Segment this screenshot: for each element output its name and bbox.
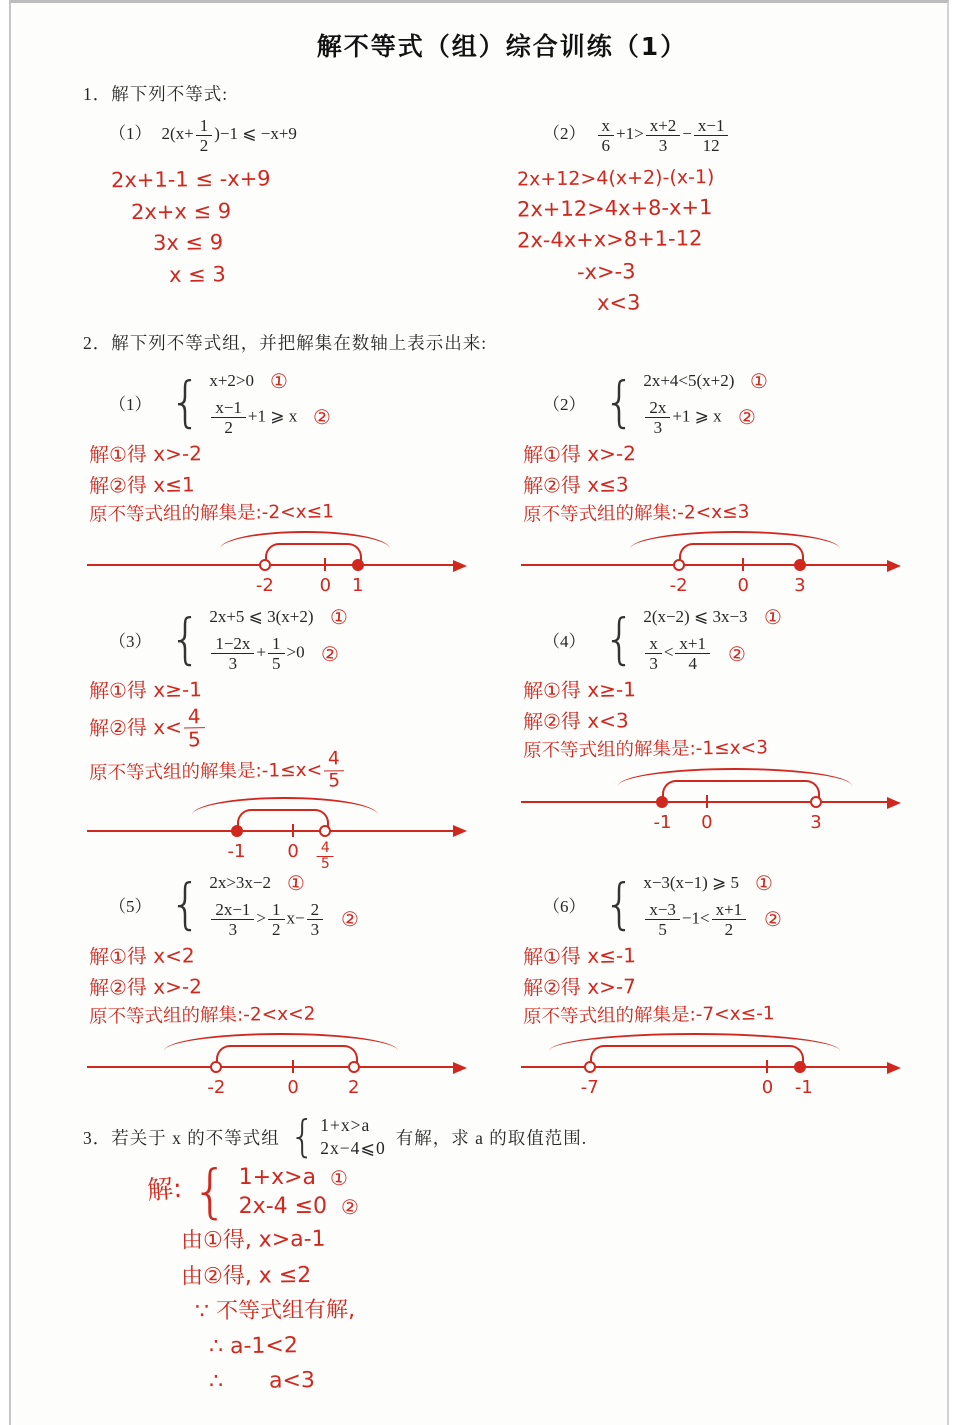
hand-step: ∴ a-1<2 bbox=[208, 1333, 299, 1360]
solution-line-2: 解②得 x≤1 bbox=[88, 471, 195, 498]
hand-step: 由①得, x>a-1 bbox=[180, 1227, 326, 1254]
solution-line-1: 解①得 x<2 bbox=[88, 942, 195, 969]
zero-tick bbox=[706, 795, 708, 808]
printed-system-2-4 bbox=[543, 605, 921, 673]
handwritten-steps-1-2 bbox=[517, 163, 921, 318]
number-line-bracket bbox=[590, 1045, 804, 1067]
item-number: （2） bbox=[543, 395, 586, 415]
solution-set-line: 原不等式组的解集是:-1≤x<3 bbox=[522, 737, 769, 763]
number-line-2-6 bbox=[517, 1033, 921, 1099]
number-line-label: -2 bbox=[207, 1077, 226, 1099]
hand-step: 由②得, x ≤2 bbox=[180, 1262, 312, 1290]
number-line-label: -1 bbox=[653, 812, 672, 834]
problem-2-grid bbox=[83, 363, 921, 1102]
circled-2: ② bbox=[319, 641, 340, 667]
hand-step: -x>-3 bbox=[576, 258, 636, 284]
hand-step: 3x ≤ 9 bbox=[152, 230, 224, 256]
brace-symbol: { bbox=[603, 607, 636, 670]
number-line-bracket bbox=[216, 1045, 357, 1067]
system-eq-1: 2x>3x−2 bbox=[209, 872, 271, 892]
item-number: （1） bbox=[109, 124, 152, 144]
circled-1: ① bbox=[754, 869, 774, 896]
circled-2: ② bbox=[340, 1194, 360, 1220]
system-eq-1: 2x+4<5(x+2) bbox=[643, 370, 735, 390]
item-number: （6） bbox=[543, 897, 586, 917]
closed-point bbox=[794, 559, 806, 571]
problem-3 bbox=[83, 1112, 921, 1395]
problem-2-heading: 2．解下列不等式组，并把解集在数轴上表示出来: bbox=[83, 332, 488, 353]
printed-system-2-6 bbox=[543, 871, 921, 939]
number-line-bracket bbox=[265, 543, 362, 565]
problem-1 bbox=[83, 81, 921, 320]
hand-step: x ≤ 3 bbox=[168, 261, 226, 287]
hand-step: 2x+1-1 ≤ -x+9 bbox=[110, 166, 271, 193]
hand-system-eq-1: 1+x>a bbox=[238, 1165, 317, 1191]
hand-step: 2x+x ≤ 9 bbox=[130, 198, 232, 224]
number-line-axis bbox=[521, 1066, 893, 1068]
problem-3-heading-pre: 3．若关于 x 的不等式组 bbox=[83, 1127, 280, 1148]
problem-3-heading-post: 有解，求 a 的取值范围. bbox=[395, 1127, 588, 1148]
circled-2: ② bbox=[340, 906, 360, 932]
hand-step: 2x+12>4(x+2)-(x-1) bbox=[516, 166, 715, 191]
solution-set-line: 原不等式组的解集是:-1≤x< $\frac{4}{5}$ bbox=[89, 747, 488, 795]
printed-system-3 bbox=[289, 1112, 386, 1163]
open-point bbox=[673, 559, 685, 571]
open-point bbox=[348, 1061, 360, 1073]
printed-system-2-3 bbox=[109, 605, 487, 673]
open-point bbox=[584, 1061, 596, 1073]
hand-step: ∵ 不等式组有解, bbox=[194, 1297, 356, 1325]
brace-symbol: { bbox=[603, 370, 636, 434]
number-line-label: 1 bbox=[351, 575, 364, 597]
number-line-label: 0 bbox=[761, 1077, 774, 1099]
solution-set-line: 原不等式组的解集:-2<x≤3 bbox=[522, 501, 750, 526]
problem-2-item-4 bbox=[517, 599, 921, 864]
item-number: （2） bbox=[543, 124, 586, 144]
solution-set-line: 原不等式组的解集是:-7<x≤-1 bbox=[522, 1002, 775, 1028]
hand-step: 2x+12>4x+8-x+1 bbox=[516, 194, 713, 222]
zero-tick bbox=[766, 1060, 768, 1073]
brace-symbol: { bbox=[169, 607, 202, 670]
printed-inequality-1-2 bbox=[543, 116, 921, 155]
circled-1: ① bbox=[749, 367, 770, 394]
problem-1-heading: 1．解下列不等式: bbox=[83, 84, 229, 104]
problem-1-grid bbox=[83, 114, 921, 320]
circled-1: ① bbox=[329, 1165, 349, 1191]
number-line-label: 0 bbox=[701, 812, 713, 834]
number-line-axis bbox=[521, 564, 893, 566]
system-eq-2: $\frac{2x}{3}$ +1 ⩾ x bbox=[643, 398, 721, 437]
system-eq-2: 2x−4⩽0 bbox=[320, 1138, 386, 1159]
number-line-arrow bbox=[887, 797, 901, 809]
solution-line-2: 解②得 x≤3 bbox=[522, 471, 629, 498]
hand-step: x<3 bbox=[596, 290, 641, 316]
hand-brace-symbol: { bbox=[191, 1157, 229, 1226]
number-line-2-3 bbox=[83, 797, 487, 873]
zero-tick bbox=[292, 1060, 294, 1073]
zero-tick bbox=[742, 558, 744, 571]
number-line-bracket bbox=[662, 780, 820, 802]
open-point bbox=[210, 1061, 222, 1073]
number-line-label: 2 bbox=[347, 1077, 360, 1099]
hand-step bbox=[209, 1356, 921, 1400]
number-line-arrow bbox=[453, 1062, 467, 1074]
zero-tick bbox=[324, 558, 326, 571]
circled-2: ② bbox=[736, 404, 757, 430]
number-line-label: 3 bbox=[810, 812, 822, 834]
solution-set-line: 原不等式组的解集:-2<x<2 bbox=[88, 1003, 316, 1028]
worksheet-page bbox=[9, 0, 949, 1425]
problem-1-item-1 bbox=[83, 114, 487, 320]
brace-symbol: { bbox=[603, 872, 636, 936]
number-line-label: 0 bbox=[287, 840, 299, 862]
math-expression: 2(x+ $\frac{1}{2}$ )−1 ⩽ −x+9 bbox=[161, 116, 297, 156]
handwritten-steps-1-1 bbox=[83, 163, 487, 289]
zero-tick bbox=[292, 824, 294, 837]
number-line-arrow bbox=[887, 560, 901, 572]
circled-2: ② bbox=[727, 641, 747, 667]
circled-1: ① bbox=[269, 367, 289, 394]
system-eq-1: 2x+5 ⩽ 3(x+2) bbox=[209, 607, 314, 627]
brace-symbol: { bbox=[169, 872, 202, 936]
problem-1-item-2 bbox=[517, 114, 921, 320]
printed-system-2-5 bbox=[109, 871, 487, 939]
solution-line-2: 解②得 x< $\frac{4}{5}$ bbox=[89, 702, 488, 753]
problem-2 bbox=[83, 330, 921, 1102]
final-answer: a<3 bbox=[268, 1368, 316, 1394]
solution-line-2: 解②得 x>-7 bbox=[522, 973, 636, 1000]
number-line-axis bbox=[87, 1066, 459, 1068]
brace-symbol: { bbox=[289, 1112, 317, 1163]
item-number: （4） bbox=[543, 631, 586, 651]
item-number: （5） bbox=[109, 897, 152, 917]
open-point bbox=[319, 825, 331, 837]
number-line-arrow bbox=[453, 825, 467, 837]
solution-set-line: 原不等式组的解集是:-2<x≤1 bbox=[88, 500, 335, 526]
number-line-label: 0 bbox=[319, 575, 332, 597]
solve-label: 解: bbox=[146, 1174, 183, 1207]
item-number: （3） bbox=[109, 631, 152, 651]
printed-system-2-1 bbox=[109, 369, 487, 437]
solution-line-1: 解①得 x>-2 bbox=[522, 440, 636, 467]
solution-line-2: 解②得 x<3 bbox=[522, 708, 629, 735]
number-line-label: 3 bbox=[794, 575, 806, 597]
problem-2-item-3 bbox=[83, 599, 487, 873]
circled-2: ② bbox=[312, 404, 333, 430]
brace-symbol: { bbox=[169, 370, 202, 434]
problem-2-item-2 bbox=[517, 363, 921, 600]
number-line-label: -2 bbox=[669, 575, 688, 597]
system-eq-1: x−3(x−1) ⩾ 5 bbox=[643, 872, 740, 892]
number-line-label: 0 bbox=[287, 1077, 299, 1099]
number-line-bracket bbox=[237, 809, 330, 831]
closed-point bbox=[231, 825, 243, 837]
number-line-axis bbox=[87, 830, 459, 832]
problem-3-solution bbox=[146, 1157, 921, 1395]
open-point bbox=[259, 559, 271, 571]
system-eq-2: $\frac{x}{3}$ < $\frac{x+1}{4}$ bbox=[643, 634, 712, 673]
number-line-arrow bbox=[453, 560, 467, 572]
hand-step: 2x-4x+x>8+1-12 bbox=[516, 226, 703, 253]
circled-1: ① bbox=[762, 604, 783, 630]
number-line-label: -7 bbox=[580, 1077, 599, 1099]
system-eq-2: $\frac{x-1}{2}$ +1 ⩾ x bbox=[209, 398, 297, 437]
hand-system-eq-2: 2x-4 ≤0 bbox=[238, 1194, 328, 1220]
circled-1: ① bbox=[328, 604, 349, 630]
page-title: 解不等式（组）综合训练（1） bbox=[316, 32, 688, 61]
item-number: （1） bbox=[109, 395, 152, 415]
number-line-label: -1 bbox=[794, 1077, 813, 1099]
number-line-bracket bbox=[679, 543, 804, 565]
number-line-axis bbox=[87, 564, 459, 566]
number-line-label: -1 bbox=[227, 840, 246, 862]
system-eq-1: x+2>0 bbox=[209, 370, 254, 390]
circled-2: ② bbox=[763, 906, 783, 932]
problem-3-heading bbox=[83, 1112, 921, 1163]
number-line-2-4 bbox=[517, 768, 921, 834]
number-line-2-1 bbox=[83, 531, 487, 597]
printed-system-2-2 bbox=[543, 369, 921, 437]
printed-inequality-1-1 bbox=[109, 116, 487, 155]
solution-line-1: 解①得 x>-2 bbox=[88, 440, 202, 467]
system-eq-2: $\frac{x-3}{5}$ −1< $\frac{x+1}{2}$ bbox=[643, 900, 748, 939]
solution-line-1: 解①得 x≥-1 bbox=[88, 677, 202, 704]
number-line-2-2 bbox=[517, 531, 921, 597]
open-point bbox=[810, 796, 822, 808]
problem-2-item-6 bbox=[517, 865, 921, 1102]
closed-point bbox=[352, 559, 364, 571]
solution-line-2: 解②得 x>-2 bbox=[88, 973, 202, 1000]
number-line-arrow bbox=[887, 1062, 901, 1074]
circled-1: ① bbox=[286, 869, 306, 896]
problem-2-item-1 bbox=[83, 363, 487, 600]
number-line-2-5 bbox=[83, 1033, 487, 1099]
math-expression: $\frac{x}{6}$ +1> $\frac{x+2}{3}$ − $\frac{x-1}{12}$ bbox=[596, 124, 731, 143]
number-line-label: -2 bbox=[255, 575, 274, 597]
system-eq-2: $\frac{1-2x}{3}$ + $\frac{1}{5}$ >0 bbox=[209, 634, 304, 673]
closed-point bbox=[656, 796, 668, 808]
solution-line-1: 解①得 x≤-1 bbox=[522, 942, 636, 969]
number-line-label: 0 bbox=[737, 575, 749, 597]
system-eq-2: $\frac{2x-1}{3}$ > $\frac{1}{2}$ x− $\frac{2}{3}$ bbox=[209, 900, 325, 939]
therefore-symbol: ∴ bbox=[208, 1369, 224, 1395]
number-line-label: $\frac{4}{5}$ bbox=[315, 841, 336, 873]
system-eq-1: 1+x>a bbox=[320, 1115, 371, 1136]
solution-line-1: 解①得 x≥-1 bbox=[522, 677, 636, 704]
problem-2-item-5 bbox=[83, 865, 487, 1102]
closed-point bbox=[794, 1061, 806, 1073]
system-eq-1: 2(x−2) ⩽ 3x−3 bbox=[643, 607, 748, 627]
